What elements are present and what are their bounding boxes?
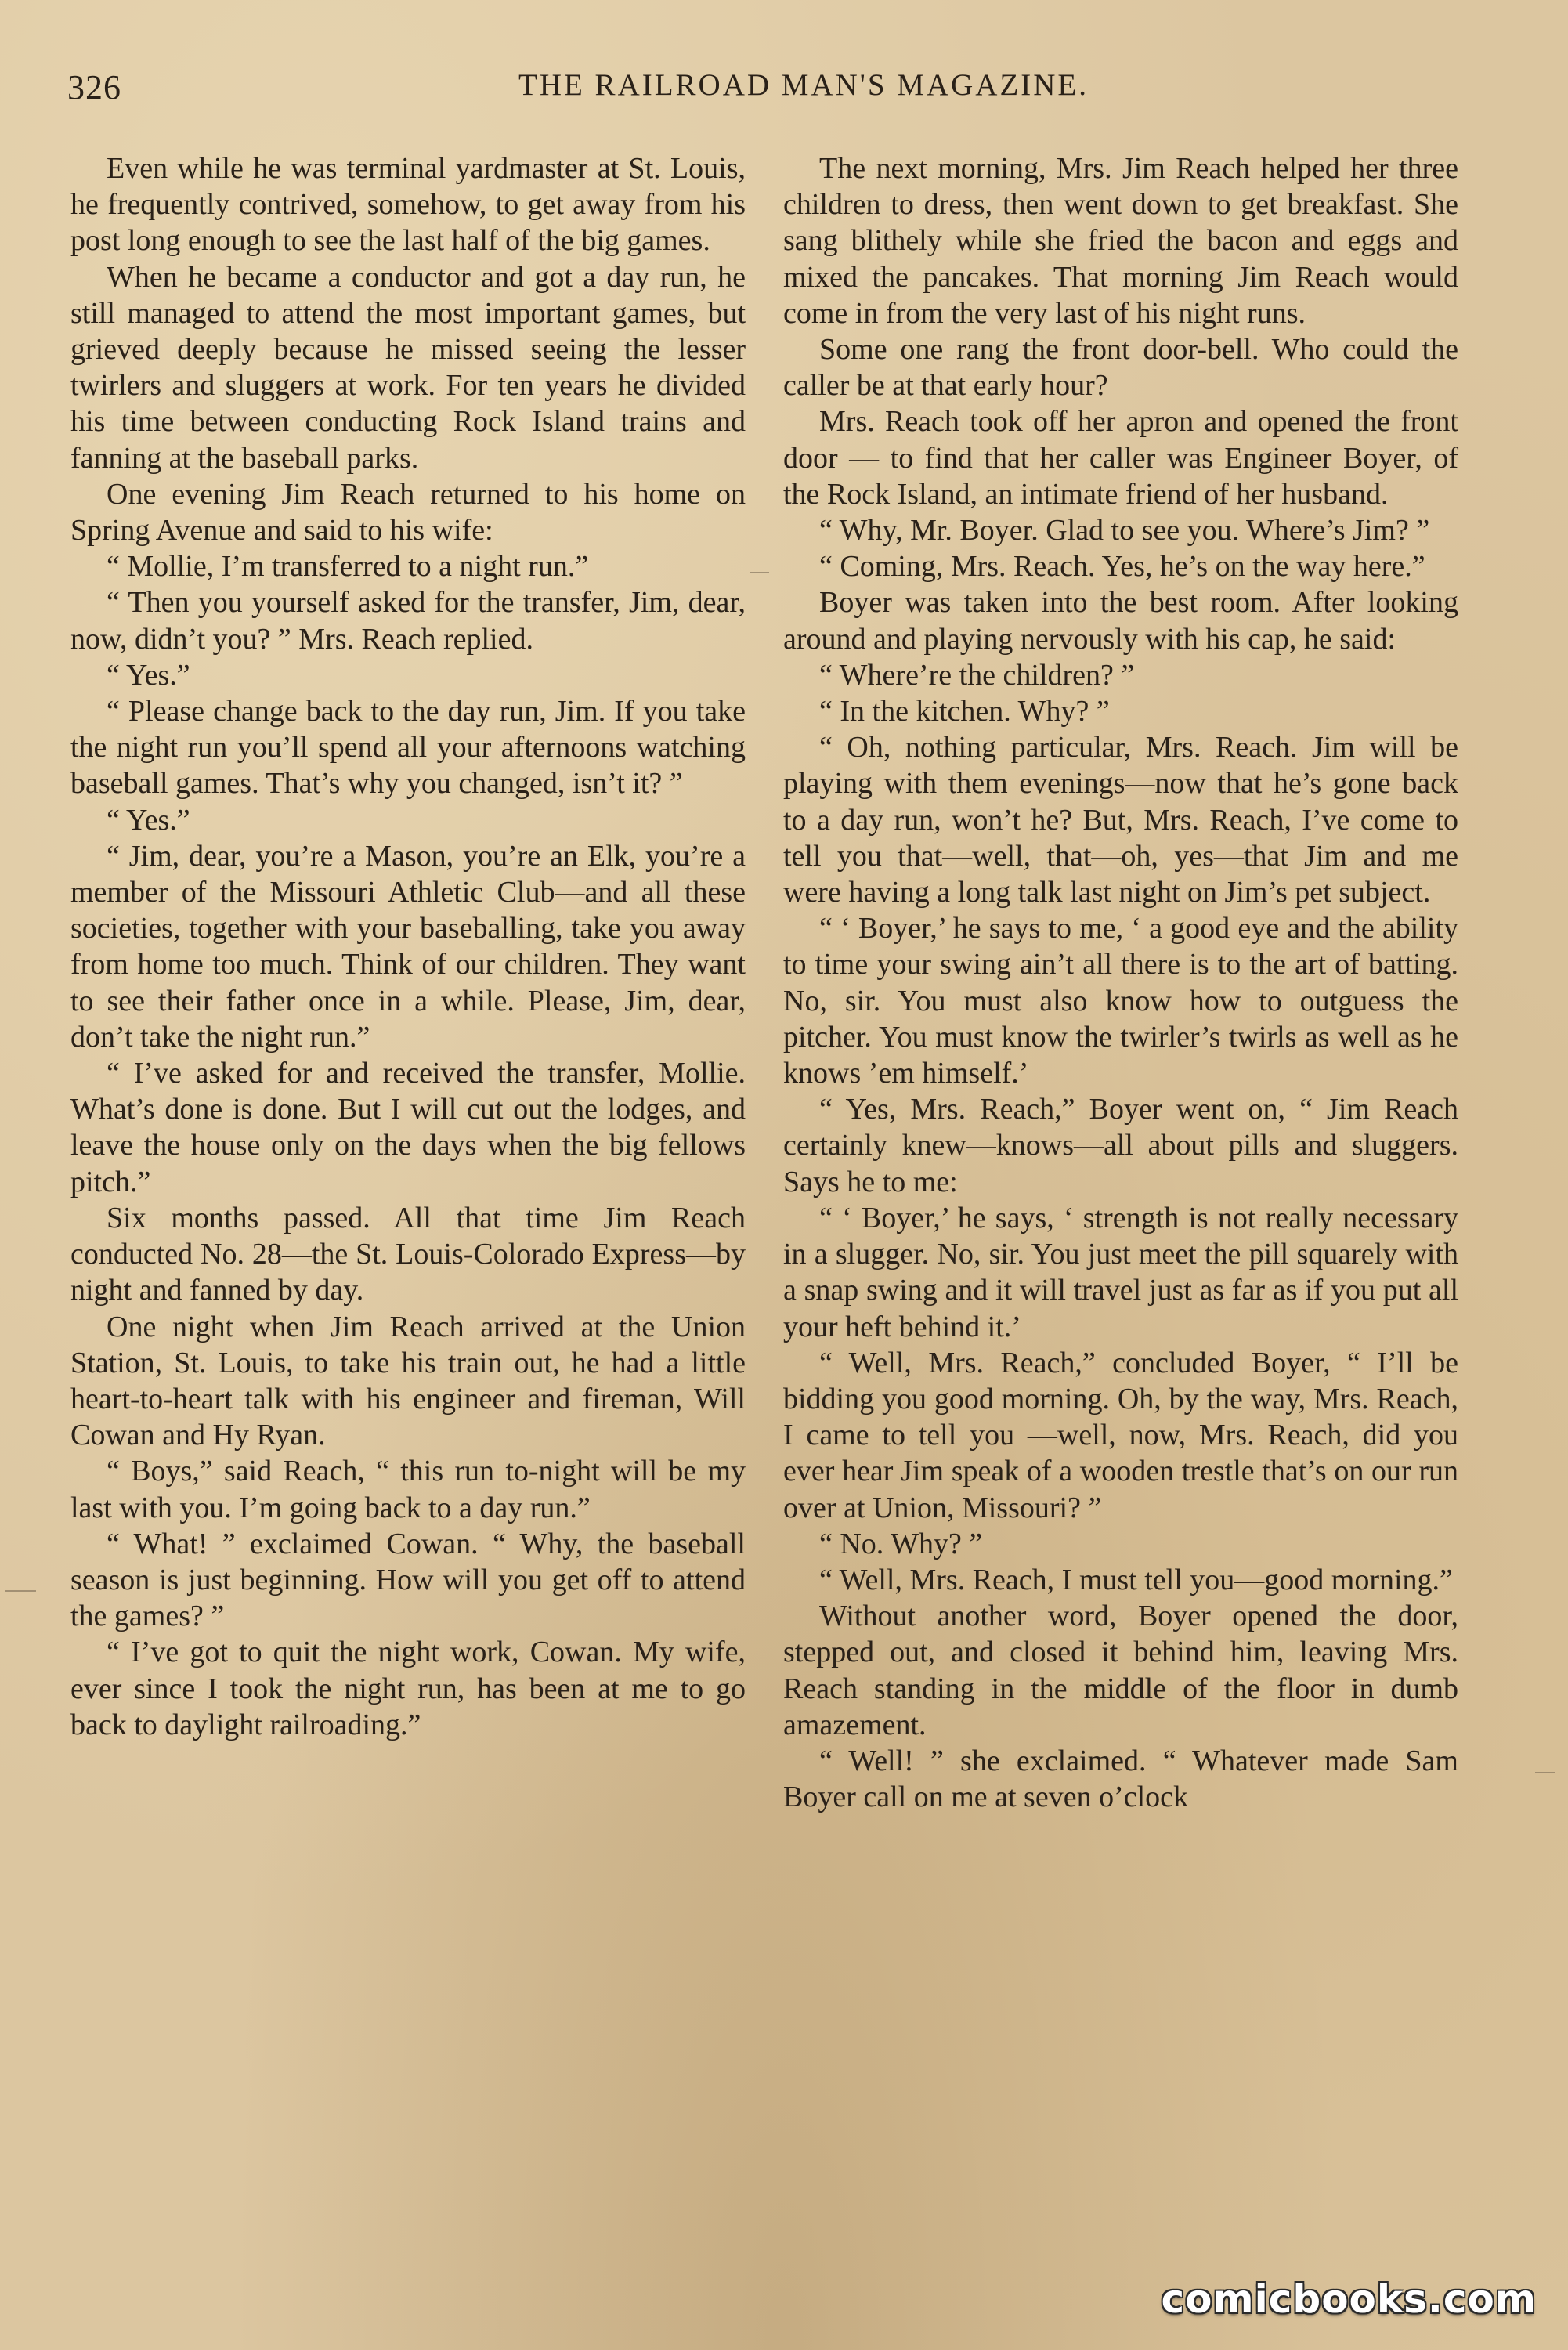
paragraph: “ Please change back to the day run, Jim. If you take the night run you’ll spend all your afternoons watching baseball games. That’s why you changed, isn’t it? ” <box>70 695 746 801</box>
paragraph: One evening Jim Reach returned to his home on Spring Avenue and said to his wife: <box>70 477 746 548</box>
paragraph: “ Why, Mr. Boyer. Glad to see you. Where’s Jim? ” <box>819 514 1430 548</box>
page-header <box>67 67 1469 118</box>
paragraph: “ No. Why? ” <box>819 1527 983 1560</box>
paragraph: “ In the kitchen. Why? ” <box>819 695 1110 728</box>
paragraph: Mrs. Reach took off her apron and opened the front door — to find that her caller was Engineer Boyer, of the Rock Island, an intimate friend of her husband. <box>783 405 1458 511</box>
paragraph: Some one rang the front door-bell. Who could the caller be at that early hour? <box>783 333 1458 403</box>
paragraph: The next morning, Mrs. Jim Reach helped her three children to dress, then went down to get breakfast. She sang blithely while she fried the bacon and eggs and mixed the pancakes. That morning Jim Reach would come in from the very last of his night runs. <box>783 152 1458 330</box>
margin-mark <box>1535 1772 1555 1773</box>
paragraph: Six months passed. All that time Jim Reach conducted No. 28—the St. Louis-Colorado Express—by night and fanned by day. <box>70 1201 746 1307</box>
paragraph: “ Well, Mrs. Reach, I must tell you—good morning.” <box>819 1563 1453 1596</box>
paragraph: “ Well! ” she exclaimed. “ Whatever made Sam Boyer call on me at seven o’clock <box>783 1744 1458 1814</box>
paragraph: “ Oh, nothing particular, Mrs. Reach. Jim will be playing with them evenings—now that he’s gone back to a day run, won’t he? But, Mrs. Reach, I’ve come to tell you that—well, that—oh, yes—that Jim and me were having a long talk last night on Jim’s pet subject. <box>783 731 1458 909</box>
page-number: 326 <box>67 68 121 107</box>
paragraph: “ What! ” exclaimed Cowan. “ Why, the baseball season is just beginning. How will you get off to attend the games? ” <box>70 1527 746 1633</box>
margin-mark <box>5 1590 36 1592</box>
magazine-title: THE RAILROAD MAN'S MAGAZINE. <box>518 68 1089 102</box>
paragraph: “ Well, Mrs. Reach,” concluded Boyer, “ I’ll be bidding you good morning. Oh, by the way, Mrs. Reach, I came to tell you —well, now, Mrs. Reach, did you ever hear Jim speak of a wooden trestle that’s on our run over at Union, Missouri? ” <box>783 1346 1458 1524</box>
gutter-mark <box>750 572 769 573</box>
paragraph: “ ‘ Boyer,’ he says, ‘ strength is not really necessary in a slugger. No, sir. You just meet the pill squarely with a snap swing and it will travel just as far as if you put all your heft behind it.’ <box>783 1201 1458 1343</box>
paragraph: “ Yes.” <box>107 658 190 692</box>
paragraph: Without another word, Boyer opened the door, stepped out, and closed it behind him, leaving Mrs. Reach standing in the middle of the floor in dumb amazement. <box>783 1600 1458 1741</box>
paragraph: “ Boys,” said Reach, “ this run to-night will be my last with you. I’m going back to a day run.” <box>70 1455 746 1524</box>
paragraph: “ I’ve got to quit the night work, Cowan. My wife, ever since I took the night run, has been at me to go back to daylight railroading.” <box>70 1636 746 1741</box>
paragraph: Boyer was taken into the best room. After looking around and playing nervously with his cap, he said: <box>783 586 1458 656</box>
paragraph: “ Where’re the children? ” <box>819 658 1135 692</box>
paragraph: When he became a conductor and got a day run, he still managed to attend the most important games, but grieved deeply because he missed seeing the lesser twirlers and sluggers at work. For ten years he divided his time between conducting Rock Island trains and fanning at the baseball parks. <box>70 260 746 475</box>
paragraph: “ Jim, dear, you’re a Mason, you’re an Elk, you’re a member of the Missouri Athletic Club—and all these societies, together with your baseballing, take you away from home too much. Think of our children. They want to see their father once in a while. Please, Jim, dear, don’t take the night run.” <box>70 839 746 1054</box>
paragraph: “ I’ve asked for and received the transfer, Mollie. What’s done is done. But I will cut out the lodges, and leave the house only on the days when the big fellows pitch.” <box>70 1057 746 1198</box>
paragraph: “ Yes.” <box>107 803 190 837</box>
left-column <box>70 150 746 1743</box>
right-column <box>783 150 1458 1815</box>
paragraph: “ Then you yourself asked for the transfer, Jim, dear, now, didn’t you? ” Mrs. Reach replied. <box>70 586 746 656</box>
paragraph: “ Mollie, I’m transferred to a night run.” <box>107 550 589 584</box>
paragraph: “ ‘ Boyer,’ he says to me, ‘ a good eye and the ability to time your swing ain’t all there is to the art of batting. No, sir. You must also know how to outguess the pitcher. You must know the twirler’s twirls as well as he knows ’em himself.’ <box>783 912 1458 1090</box>
paragraph: Even while he was terminal yardmaster at St. Louis, he frequently contrived, somehow, to get away from his post long enough to see the last half of the big games. <box>70 152 746 258</box>
paragraph: “ Yes, Mrs. Reach,” Boyer went on, “ Jim Reach certainly knew—knows—all about pills and sluggers. Says he to me: <box>783 1093 1458 1198</box>
watermark-logo: comicbooks.com <box>1161 2276 1537 2322</box>
paragraph: “ Coming, Mrs. Reach. Yes, he’s on the way here.” <box>819 550 1425 584</box>
paragraph: One night when Jim Reach arrived at the Union Station, St. Louis, to take his train out, he had a little heart-to-heart talk with his engineer and fireman, Will Cowan and Hy Ryan. <box>70 1310 746 1452</box>
